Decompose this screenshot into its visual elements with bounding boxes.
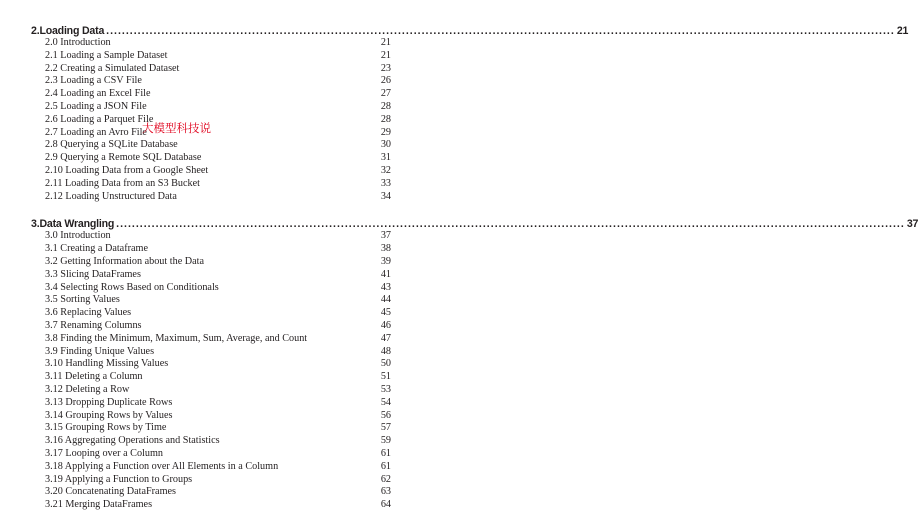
entry-title: 2.12 Loading Unstructured Data xyxy=(45,190,177,202)
chapter-page-number: 37 xyxy=(906,218,918,231)
entry-title: 3.8 Finding the Minimum, Maximum, Sum, Average, and Count xyxy=(45,332,308,344)
entry-title: 2.3 Loading a CSV File xyxy=(45,75,142,87)
toc-entry[interactable] xyxy=(45,320,391,333)
entry-title: 3.10 Handling Missing Values xyxy=(45,358,169,370)
entry-page-number: 33 xyxy=(380,177,391,189)
entry-title: 3.4 Selecting Rows Based on Conditionals xyxy=(45,281,219,293)
entry-title: 2.5 Loading a JSON File xyxy=(45,100,147,112)
entry-page-number: 32 xyxy=(380,164,391,176)
entry-title: 3.6 Replacing Values xyxy=(45,307,132,319)
entry-page-number: 21 xyxy=(380,37,391,48)
entry-page-number: 38 xyxy=(380,243,391,255)
entry-page-number: 56 xyxy=(380,409,391,421)
toc-entry[interactable] xyxy=(45,50,391,63)
toc-entry[interactable] xyxy=(45,243,391,256)
toc-entry[interactable] xyxy=(45,256,391,269)
entry-title: 3.2 Getting Information about the Data xyxy=(45,255,204,267)
entry-page-number: 50 xyxy=(380,358,391,370)
entry-title: 3.9 Finding Unique Values xyxy=(45,345,155,357)
entry-title: 2.11 Loading Data from an S3 Bucket xyxy=(45,177,200,189)
entry-page-number: 45 xyxy=(380,307,391,319)
dot-leader: ........................................................................................................................................................................................................ xyxy=(106,25,895,37)
entry-title: 3.17 Looping over a Column xyxy=(45,447,163,459)
entry-page-number: 57 xyxy=(380,422,391,434)
entry-page-number: 61 xyxy=(380,460,391,472)
entry-title: 2.8 Querying a SQLite Database xyxy=(45,139,178,151)
toc-entry[interactable] xyxy=(45,358,391,371)
toc-entry[interactable] xyxy=(45,152,391,165)
entry-page-number: 30 xyxy=(380,139,391,151)
entry-title: 3.3 Slicing DataFrames xyxy=(45,268,141,280)
entry-title: 3.20 Concatenating DataFrames xyxy=(45,486,176,498)
entry-page-number: 51 xyxy=(380,371,391,383)
toc-entry[interactable] xyxy=(45,499,391,512)
toc-entry[interactable] xyxy=(45,461,391,474)
entry-title: 3.13 Dropping Duplicate Rows xyxy=(45,396,173,408)
entry-page-number: 61 xyxy=(380,447,391,459)
entry-page-number: 46 xyxy=(380,319,391,331)
entry-page-number: 48 xyxy=(380,345,391,357)
entry-page-number: 59 xyxy=(380,435,391,447)
entry-title: 3.19 Applying a Function to Groups xyxy=(45,473,193,485)
toc-entry[interactable] xyxy=(45,384,391,397)
entry-title: 2.7 Loading an Avro File xyxy=(45,126,147,138)
chapter-number: 3. xyxy=(31,218,40,231)
toc-entry[interactable] xyxy=(45,371,391,384)
entry-title: 2.6 Loading a Parquet File xyxy=(45,113,154,125)
toc-entry[interactable] xyxy=(45,101,391,114)
toc-entry[interactable] xyxy=(45,114,391,127)
toc-entry[interactable] xyxy=(45,75,391,88)
toc-entry[interactable] xyxy=(45,410,391,423)
entry-title: 3.7 Renaming Columns xyxy=(45,319,142,331)
entry-page-number: 43 xyxy=(380,281,391,293)
entry-page-number: 23 xyxy=(380,62,391,74)
entry-page-number: 27 xyxy=(380,88,391,100)
toc-entry[interactable] xyxy=(45,88,391,101)
entry-page-number: 37 xyxy=(380,230,391,242)
entry-page-number: 26 xyxy=(380,75,391,87)
chapter-title: Data Wrangling xyxy=(39,218,115,231)
entry-page-number: 28 xyxy=(380,113,391,125)
watermark: 大模型科技说 xyxy=(142,121,211,135)
entry-title: 3.0 Introduction xyxy=(45,230,111,242)
toc-entry[interactable] xyxy=(45,294,391,307)
entry-title: 3.16 Aggregating Operations and Statistics xyxy=(45,435,220,447)
toc-entry[interactable] xyxy=(45,165,391,178)
toc-entry[interactable] xyxy=(45,191,391,204)
toc-entry[interactable] xyxy=(45,474,391,487)
entry-page-number: 41 xyxy=(380,268,391,280)
toc-entry[interactable] xyxy=(45,435,391,448)
entry-title: 3.5 Sorting Values xyxy=(45,294,120,306)
entry-title: 3.1 Creating a Dataframe xyxy=(45,243,148,255)
toc-entry[interactable] xyxy=(45,333,391,346)
entry-title: 2.4 Loading an Excel File xyxy=(45,88,151,100)
entry-page-number: 47 xyxy=(380,332,391,344)
toc-entry[interactable] xyxy=(45,346,391,359)
toc-entry[interactable] xyxy=(45,307,391,320)
section-gap xyxy=(31,203,391,218)
section-list xyxy=(45,37,391,203)
entry-page-number: 64 xyxy=(380,499,391,511)
toc-entry[interactable] xyxy=(45,422,391,435)
entry-page-number: 39 xyxy=(380,255,391,267)
dot-leader: ........................................................................................................................................................................................................ xyxy=(116,218,905,231)
entry-page-number: 44 xyxy=(380,294,391,306)
chapter-page-number: 21 xyxy=(896,25,909,37)
entry-title: 2.1 Loading a Sample Dataset xyxy=(45,49,168,61)
chapter-number: 2. xyxy=(31,25,40,37)
entry-page-number: 34 xyxy=(380,190,391,202)
entry-page-number: 62 xyxy=(380,473,391,485)
toc-entry[interactable] xyxy=(45,127,391,140)
entry-page-number: 28 xyxy=(380,100,391,112)
toc-entry[interactable] xyxy=(45,37,391,50)
entry-title: 2.0 Introduction xyxy=(45,37,111,48)
entry-title: 2.2 Creating a Simulated Dataset xyxy=(45,62,180,74)
chapter-heading[interactable] xyxy=(31,218,918,231)
entry-page-number: 63 xyxy=(380,486,391,498)
chapter-title: Loading Data xyxy=(39,25,105,37)
entry-title: 3.21 Merging DataFrames xyxy=(45,499,153,511)
chapter-heading[interactable] xyxy=(31,25,909,37)
entry-page-number: 54 xyxy=(380,396,391,408)
entry-page-number: 53 xyxy=(380,383,391,395)
entry-page-number: 31 xyxy=(380,152,391,164)
entry-page-number: 29 xyxy=(380,126,391,138)
entry-title: 3.15 Grouping Rows by Time xyxy=(45,422,167,434)
toc-entry[interactable] xyxy=(45,269,391,282)
toc-entry[interactable] xyxy=(45,397,391,410)
section-list xyxy=(45,230,391,512)
toc-entry[interactable] xyxy=(45,448,391,461)
entry-page-number: 21 xyxy=(380,49,391,61)
toc-entry[interactable] xyxy=(45,178,391,191)
entry-title: 2.10 Loading Data from a Google Sheet xyxy=(45,164,209,176)
entry-title: 3.11 Deleting a Column xyxy=(45,371,143,383)
toc-entry[interactable] xyxy=(45,230,391,243)
entry-title: 2.9 Querying a Remote SQL Database xyxy=(45,152,202,164)
entry-title: 3.18 Applying a Function over All Elements in a Column xyxy=(45,460,279,472)
table-of-contents xyxy=(31,25,918,512)
toc-entry[interactable] xyxy=(45,139,391,152)
toc-entry[interactable] xyxy=(45,63,391,76)
toc-entry[interactable] xyxy=(45,282,391,295)
toc-entry[interactable] xyxy=(45,486,391,499)
entry-title: 3.14 Grouping Rows by Values xyxy=(45,409,173,421)
entry-title: 3.12 Deleting a Row xyxy=(45,383,130,395)
